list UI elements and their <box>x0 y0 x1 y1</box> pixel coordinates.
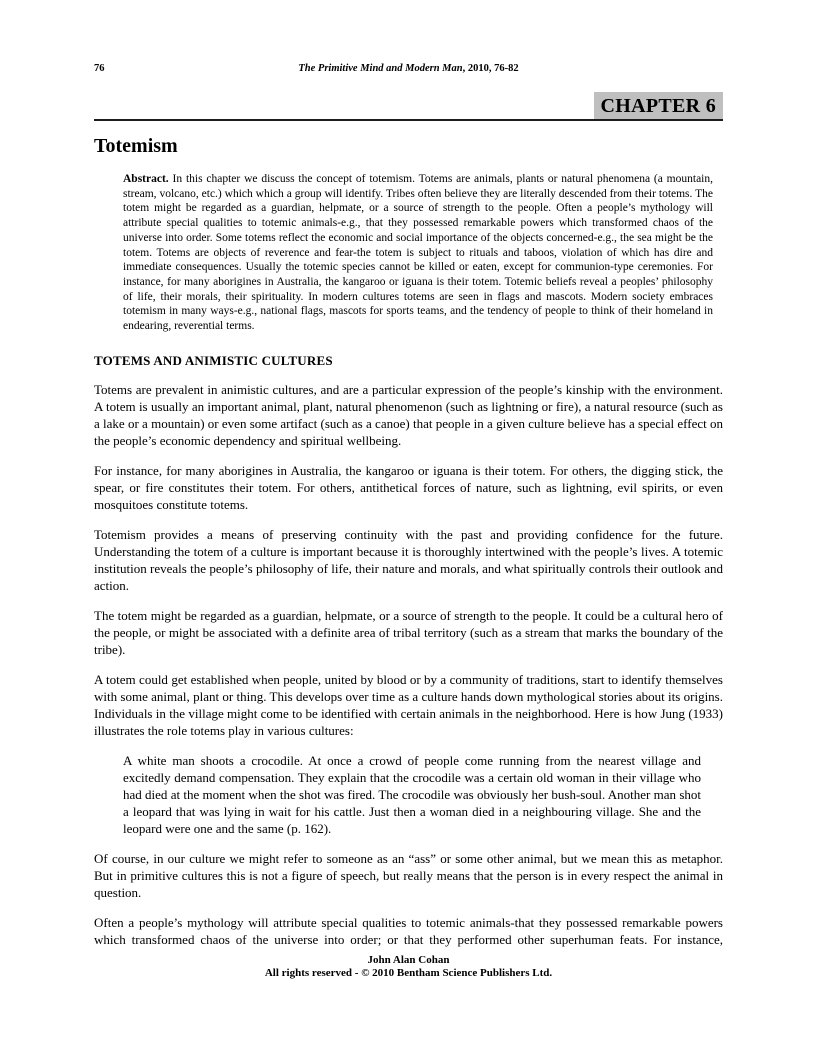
running-title-suffix: , 2010, 76-82 <box>462 63 519 74</box>
abstract-text: In this chapter we discuss the concept of totemism. Totems are animals, plants or natural phenomena (a mountain, stream, volcano, etc.) which which a group will identify. Tribes often believe they are literally descended from their totems. The totem might be regarded as a guardian, helpmate, or a source of strength to the people. Often a people’s mythology will attribute special qualities to totemic animals-e.g., that they possessed remarkable powers which transformed chaos of the universe into order. Some totems reflect the economic and social importance of the objects concerned-e.g., the sea might be the totem. Totems are objects of reverence and fear-the totem is subject to rituals and taboos, violation of which has dire and immediate consequences. Usually the totemic species cannot be killed or eaten, except for communion-type ceremonies. For instance, for many aborigines in Australia, the kangaroo or iguana is their totem. Totemic beliefs reveal a peoples’ philosophy of life, their morals, their spirituality. In modern cultures totems are seen in flags and mascots. Modern society embraces totemism in many ways-e.g., national flags, mascots for sports teams, and the tendency of people to think of their homeland in endearing, reverential terms. <box>123 173 713 333</box>
footer-author: John Alan Cohan <box>367 953 450 966</box>
paragraph-2: For instance, for many aborigines in Australia, the kangaroo or iguana is their totem. For others, the digging stick, the spear, or fire constitutes their totem. For others, antithetical forces of nature, such as lightning, evil spirits, or even mosquitoes constitute totems. <box>94 462 723 512</box>
running-title-book: The Primitive Mind and Modern Man <box>298 63 463 74</box>
page-number: 76 <box>94 63 105 74</box>
chapter-title: Totemism <box>94 135 178 157</box>
paragraph-7: Often a people’s mythology will attribute special qualities to totemic animals-that they possessed remarkable powers which transformed chaos of the universe into order; or that they performed other superhuman feats. For instance, <box>94 914 723 947</box>
running-title <box>94 62 723 76</box>
paragraph-6: Of course, in our culture we might refer to someone as an “ass” or some other animal, but we mean this as metaphor. But in primitive cultures this is not a figure of speech, but really means that the person is in every respect the animal in question. <box>94 850 723 900</box>
running-header <box>94 62 723 76</box>
page-footer <box>94 954 723 980</box>
paragraph-3: Totemism provides a means of preserving continuity with the past and providing confidence for the future. Understanding the totem of a culture is important because it is thoroughly intertwined with the people’s lives. A totemic institution reveals the people’s philosophy of life, their nature and morals, and what spiritually controls their outlook and action. <box>94 526 723 593</box>
paragraph-5: A totem could get established when people, united by blood or by a community of traditions, start to identify themselves with some animal, plant or thing. This develops over time as a culture hands down mythological stories about its origins. Individuals in the village might come to be identified with certain animals in the neighborhood. Here is how Jung (1933) illustrates the role totems play in various cultures: <box>94 671 723 738</box>
paragraph-4: The totem might be regarded as a guardian, helpmate, or a source of strength to the people. It could be a cultural hero of the people, or might be associated with a definite area of tribal territory (such as a stream that marks the boundary of the tribe). <box>94 607 723 657</box>
chapter-banner-rule <box>94 92 723 121</box>
abstract <box>123 172 713 334</box>
footer-rights: All rights reserved - © 2010 Bentham Science Publishers Ltd. <box>264 966 553 979</box>
abstract-label: Abstract. <box>123 173 169 185</box>
paragraph-1: Totems are prevalent in animistic cultures, and are a particular expression of the people’s kinship with the environment. A totem is usually an important animal, plant, natural phenomenon (such as lightning or fire), a natural resource (such as a lake or a mountain) or even some artifact (such as a canoe) that people in a given culture believe has a special effect on the people’s economic dependency and spiritual wellbeing. <box>94 381 723 448</box>
block-quote: A white man shoots a crocodile. At once a crowd of people come running from the nearest village and excitedly demand compensation. They explain that the crocodile was a certain old woman in their village who had died at the moment when the shot was fired. The crocodile was obviously her bush-soul. Another man shot a leopard that was lying in wait for his cattle. Just then a woman died in a neighbouring village. She and the leopard were one and the same (p. 162). <box>123 752 701 836</box>
section-heading: TOTEMS AND ANIMISTIC CULTURES <box>94 352 333 368</box>
chapter-label: CHAPTER 6 <box>594 92 723 119</box>
